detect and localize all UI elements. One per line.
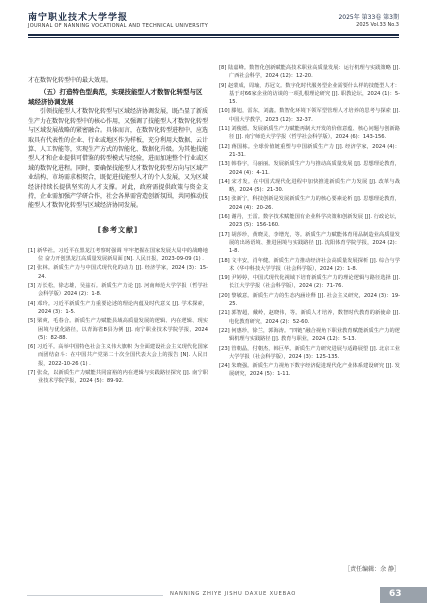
page-number: 63	[389, 589, 402, 599]
reference-item: [11] 刘俊德。发展新质生产力赋能再制大开发的价值意蕴、核心问题与创新路径 [J]. 南宁师范大学学报（哲学社会科学版），2024 (6)：143-156.	[219, 126, 400, 141]
reference-item: [22] 何惠珍，徐兰，郭海涛。“四链”融合视角下职业教育赋能新质生产力的逻辑机理与实践路径 [J]. 教育与职业，2024 (12)：5-13.	[219, 327, 400, 343]
section-heading: （五）打造特色型典范，实现技能型人才数智化转型与区域经济协调发展	[28, 88, 203, 107]
reference-item: [16] 谢丹，王雷。数字技术赋能国有企业科学决策和创新发展 [J]. 行政论坛，2023 (5)：156-160.	[219, 214, 400, 229]
reference-item: [4] 邓玲。习近平新质生产力重要论述的理论内蕴及时代意义 [J]. 学术探索，2024 (3)：1-5.	[28, 300, 208, 315]
reference-item: [8] 陆嘉峰。数智化创新赋能高技术职业高质量发展：运行机理与实践策略 [J]. 广西社会科学，2024 (12)：12-20.	[219, 65, 400, 80]
reference-item: [5] 梁爽，毛春合。新质生产力赋能县域高质量发展的逻辑、内在逻辑、现实困境与优化路径，以青海省B县为例 [J]. 南宁职业技术学院学报，2024 (5)：82-88.	[28, 318, 208, 341]
issue-info-cn: 2025年 第33卷 第3期	[338, 14, 399, 21]
reference-item: [15] 张新宁，科技创新是发展新质生产力的核心要素论析 [J]. 思想理论教育，2024 (4)：20-26.	[219, 196, 400, 211]
reference-item: [14] 宋才发。在中国式现代化进程中加快推进新质生产力发展 [J]. 改革与战略，2024 (5)：21-30.	[219, 178, 400, 194]
journal-title-en: JOURNAL OF NANNING VOCATIONAL AND TECHNICAL UNIVERSITY	[28, 23, 209, 29]
reference-item: [10] 滕旭，雷东，刘鑫。数智化环境下领军型管理人才培养的思考与探索 [J]. 中国大学教学，2023 (12)：32-37.	[219, 108, 400, 123]
responsible-editor: ［责任编辑：余 静］	[344, 566, 400, 573]
reference-item: [24] 朱晓强。新质生产力视角下数字经济促进现代化产业体系建设研究 [J]. 发展研究，2024 (5)：1-11.	[219, 363, 400, 378]
body-paragraph: 引领技能型人才数智化转型与区域经济协调发展，既凸显了新质生产力在数智化转型中的核心作用，又强调了技能型人才数智化转型与区域发展战略的紧密融合。具体而言，在数智化转型进程中，应选取具有代表性的企业、行业或地区作为样板，充分利用大数据、云计算、人工智能等，实现生产方式的智能化、数据化升级。为其他技能型人才和企业提供可借鉴的转型模式与经验，进而加速整个行业或区域的数智化进程。同时，要确保技能型人才数智化转型方向与区域产业结构、市场需求相契合，既促进技能型人才的个人发展，又为区域经济持续长提供坚实的人才支撑。对此，政府需提供政策与资金支持，企业需加强产学研合作，社会各界需营造创新氛围，共同推动技能型人才数智化转型与区域经济协同发展。	[28, 108, 209, 210]
references-title: [参考文献]	[97, 225, 139, 234]
header-divider-thin	[28, 37, 399, 38]
reference-item: [18] 文丰安，肖年健。新质生产力推动经济社会高质量发展探析 [J]. 综合与学术（华中科技大学学报（社会科学版），2024 (2)：1-8.	[219, 257, 400, 272]
reference-item: [20] 黎敏意。新质生产力的生态内涵诠释 [J]. 社会主义研究，2024 (3)：19-25.	[219, 292, 400, 308]
reference-item: [23] 管朝晶，付朝杰，韩巨华。新质生产力研究进展与适路展望 [J]. 北京工业大学学报（社会科学版），2024 (3)：125-135.	[219, 345, 400, 360]
footer-divider	[27, 595, 163, 596]
reference-item: [6] 习近平。高举中国特色社会主义伟大旗帜 为全面建设社会主义现代化国家而团结奋斗：在中国共产党第二十次全国代表大会上的报告 [N]. 人民日报，2022-10-26 (1) .	[28, 344, 208, 367]
page-footer	[0, 587, 427, 603]
references-list-right	[219, 64, 400, 379]
reference-item: [7] 张众，以新质生产力赋能共同富裕的内在逻辑与实践路径探究 [J]. 南宁职业技术学院学报，2024 (5)：89-92.	[28, 370, 208, 385]
reference-item: [19] 尹婷婷，中国式现代化视域下培育新质生产力的理论逻辑与路径选择 [J]. 长江大学学报（社会科学版），2024 (2)：71-76.	[219, 275, 400, 290]
reference-item: [13] 韩春宇，马丽丽。发展新质生产力与推动高质量发展 [J]. 思想理论教育，2024 (4)：4-11.	[219, 161, 400, 176]
reference-item: [2] 张林。新质生产力与中国式现代化的动力 [J]. 经济学家，2024 (3)：15-24.	[28, 265, 208, 280]
header-divider	[28, 34, 399, 36]
right-column	[219, 64, 400, 380]
page-number-box	[380, 587, 427, 603]
issue-info-en: 2025 Vol.33 No.3	[356, 22, 399, 28]
references-list-left	[28, 247, 208, 386]
reference-item: [3] 万长松，徐志雄，吴兹石。新质生产力论 [J]. 河南师范大学学报（哲学社会科学版）2024 (2)：1-8.	[28, 283, 208, 298]
footer-journal-pinyin: NANNING ZHIYE JISHU DAXUE XUEBAO	[170, 591, 297, 597]
reference-item: [17] 胡莎珍，黄晓灵，李增光，等。新质生产力赋能体育用品制造业高质量发展的出场语境、推进困境与实践路径 [J]. 沈阳体育学院学报，2024 (2)：1-8.	[219, 231, 400, 255]
intro-line: 才在数智化转型中的最大效用。	[28, 77, 113, 84]
reference-item: [9] 赵蒙成，周瑜，苏冠文。数字化时代服务型企业需要什么样的技能型人才：基于对66家企业的访谈的一项扎根理论研究 [J]. 职教论坛，2024 (1)：5-15.	[219, 82, 400, 106]
reference-item: [1] 新华社。习近平在黑龙江考察时强调 牢牢把握在国家发展大局中的战略地位 奋力开创黑龙江高质量发展新局面 [N]. 人民日报，2023-09-09 (1) .	[28, 247, 208, 263]
reference-item: [21] 郭智超，戴岭，赵晓伟，等。新质人才培养，数智时代教育的新使命 [J]. 电化教育研究，2024 (2)：52-60.	[219, 310, 400, 325]
left-column	[28, 76, 208, 387]
reference-item: [12] 蒋国栋。全球价值链重塑与中国新质生产力 [J]. 经济学家，2024 (4)：21-31.	[219, 143, 400, 158]
journal-header	[28, 10, 399, 50]
journal-title-cn: 南宁职业技术大学学报	[28, 13, 129, 23]
